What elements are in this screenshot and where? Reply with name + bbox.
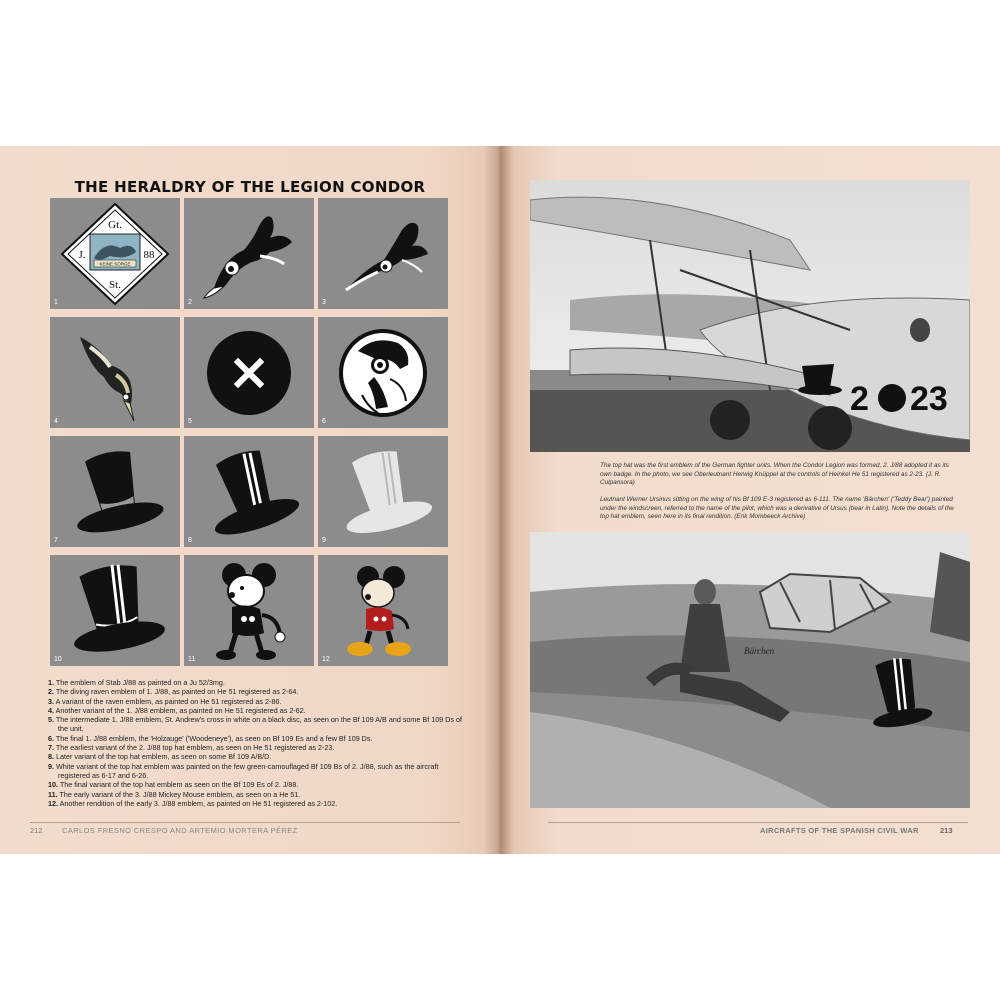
emblem-number: 11 bbox=[188, 656, 196, 663]
emblem-number: 10 bbox=[54, 656, 62, 663]
emblem-cell bbox=[50, 555, 180, 666]
book-gutter bbox=[484, 146, 514, 854]
emblem-cell bbox=[184, 317, 314, 428]
emblem-cell bbox=[184, 436, 314, 547]
photo-caption-2: Leutnant Werner Ursinus sitting on the wing of his Bf 109 E-3 registered as 6-111. The name 'Bärchen' ('Teddy Bear') painted under the windscreen, referred to the name of the pilot, which was a derivative of Ursus (bear in Latin). Note the details of the top hat emblem, seen here in its final rendition. (Erik Mombeeck Archive) bbox=[600, 496, 954, 521]
biplane-photo bbox=[530, 180, 970, 452]
svg-text:KEINE SORGE: KEINE SORGE bbox=[99, 261, 131, 267]
svg-text:Bärchen: Bärchen bbox=[744, 646, 775, 656]
emblem-cell bbox=[50, 198, 180, 309]
emblem-number: 4 bbox=[54, 418, 58, 425]
caption-item: 9. White variant of the top hat emblem was painted on the few green-camouflaged Bf 109 Bs of 2. J/88, such as the aircraft registered as 6-17 and 6-26. bbox=[48, 761, 439, 780]
caption-item: 2. The diving raven emblem of 1. J/88, as painted on He 51 registered as 2-64. bbox=[48, 687, 299, 697]
emblem-cell bbox=[50, 317, 180, 428]
emblem-number: 12 bbox=[322, 656, 330, 663]
emblem-captions bbox=[48, 678, 468, 808]
emblem-cell bbox=[318, 555, 448, 666]
caption-item: 8. Later variant of the top hat emblem, as seen on some Bf 109 A/B/D. bbox=[48, 752, 272, 762]
emblem-number: 7 bbox=[54, 537, 58, 544]
emblem-number: 3 bbox=[322, 299, 326, 306]
caption-item: 3. A variant of the raven emblem, as painted on He 51 registered as 2-86. bbox=[48, 696, 282, 706]
emblem-number: 8 bbox=[188, 537, 192, 544]
caption-item: 5. The intermediate 1. J/88 emblem, St. Andrew's cross in white on a black disc, as seen on the Bf 109 A/B and some Bf 109 Ds of the unit. bbox=[48, 715, 462, 734]
emblem-cell bbox=[318, 436, 448, 547]
raven-color-variant-icon bbox=[50, 317, 180, 428]
page-number-right: 213 bbox=[940, 826, 953, 835]
caption-item: 11. The early variant of the 3. J/88 Mickey Mouse emblem, as seen on a He 51. bbox=[48, 789, 301, 799]
svg-text:Gt.: Gt. bbox=[108, 219, 122, 231]
caption-item: 1. The emblem of Stab J/88 as painted on a Ju 52/3mg. bbox=[48, 678, 225, 687]
top-hat-final-icon bbox=[50, 555, 180, 666]
caption-item: 4. Another variant of the 1. J/88 emblem, as painted on He 51 registered as 2-62. bbox=[48, 705, 306, 715]
stab-j88-emblem-icon bbox=[50, 198, 180, 309]
caption-item: 10. The final variant of the top hat emblem as seen on the Bf 109 Es of 2. J/88. bbox=[48, 780, 299, 790]
caption-item: 7. The earliest variant of the 2. J/88 top hat emblem, as seen on He 51 registered as 2-23. bbox=[48, 743, 335, 753]
caption-item: 6. The final 1. J/88 emblem, the 'Holzauge' ('Woodeneye'), as seen on Bf 109 Es and a few Bf 109 Ds. bbox=[48, 733, 373, 743]
top-hat-early-icon bbox=[50, 436, 180, 547]
diving-raven-icon bbox=[184, 198, 314, 309]
bf109-photo-image bbox=[530, 532, 970, 808]
top-hat-later-icon bbox=[184, 436, 314, 547]
svg-text:J.: J. bbox=[78, 249, 86, 261]
footer-rule-left bbox=[30, 822, 460, 823]
photo-caption-1: The top hat was the first emblem of the German fighter units. When the Condor Legion was formed, 2. J/88 adopted it as its own badge. In the photo, we see Oberleutnant Herwig Knüppel at the controls of Heinkel He 51 registered as 2-23. (J. R. Culpansora) bbox=[600, 462, 949, 487]
emblem-cell bbox=[184, 198, 314, 309]
running-head-left: CARLOS FRESNO CRESPO AND ARTEMIO MORTERA PÉREZ bbox=[62, 826, 298, 835]
emblem-cell bbox=[184, 555, 314, 666]
mickey-mouse-early-icon bbox=[184, 555, 314, 666]
book-spread bbox=[0, 146, 1000, 854]
mickey-mouse-color-icon bbox=[318, 555, 448, 666]
bf109-photo bbox=[530, 532, 970, 808]
page-heading: THE HERALDRY OF THE LEGION CONDOR bbox=[74, 178, 426, 196]
footer-rule-right bbox=[548, 822, 968, 823]
top-hat-white-icon bbox=[318, 436, 448, 547]
svg-text:88: 88 bbox=[143, 249, 155, 261]
emblem-number: 2 bbox=[188, 299, 192, 306]
page-number-left: 212 bbox=[30, 826, 43, 835]
svg-text:St.: St. bbox=[109, 279, 121, 291]
emblem-number: 1 bbox=[54, 299, 58, 306]
emblem-number: 6 bbox=[322, 418, 326, 425]
emblem-number: 5 bbox=[188, 418, 192, 425]
raven-variant-icon bbox=[318, 198, 448, 309]
biplane-photo-image bbox=[530, 180, 970, 452]
holzauge-icon bbox=[318, 317, 448, 428]
emblem-number: 9 bbox=[322, 537, 326, 544]
svg-text:23: 23 bbox=[910, 380, 948, 418]
st-andrews-cross-icon bbox=[184, 317, 314, 428]
running-head-right: AIRCRAFTS OF THE SPANISH CIVIL WAR bbox=[760, 826, 919, 835]
svg-text:2: 2 bbox=[850, 380, 869, 418]
caption-item: 12. Another rendition of the early 3. J/88 emblem, as painted on He 51 registered as 2-102. bbox=[48, 798, 338, 808]
emblem-cell bbox=[318, 317, 448, 428]
emblem-cell bbox=[318, 198, 448, 309]
emblem-cell bbox=[50, 436, 180, 547]
